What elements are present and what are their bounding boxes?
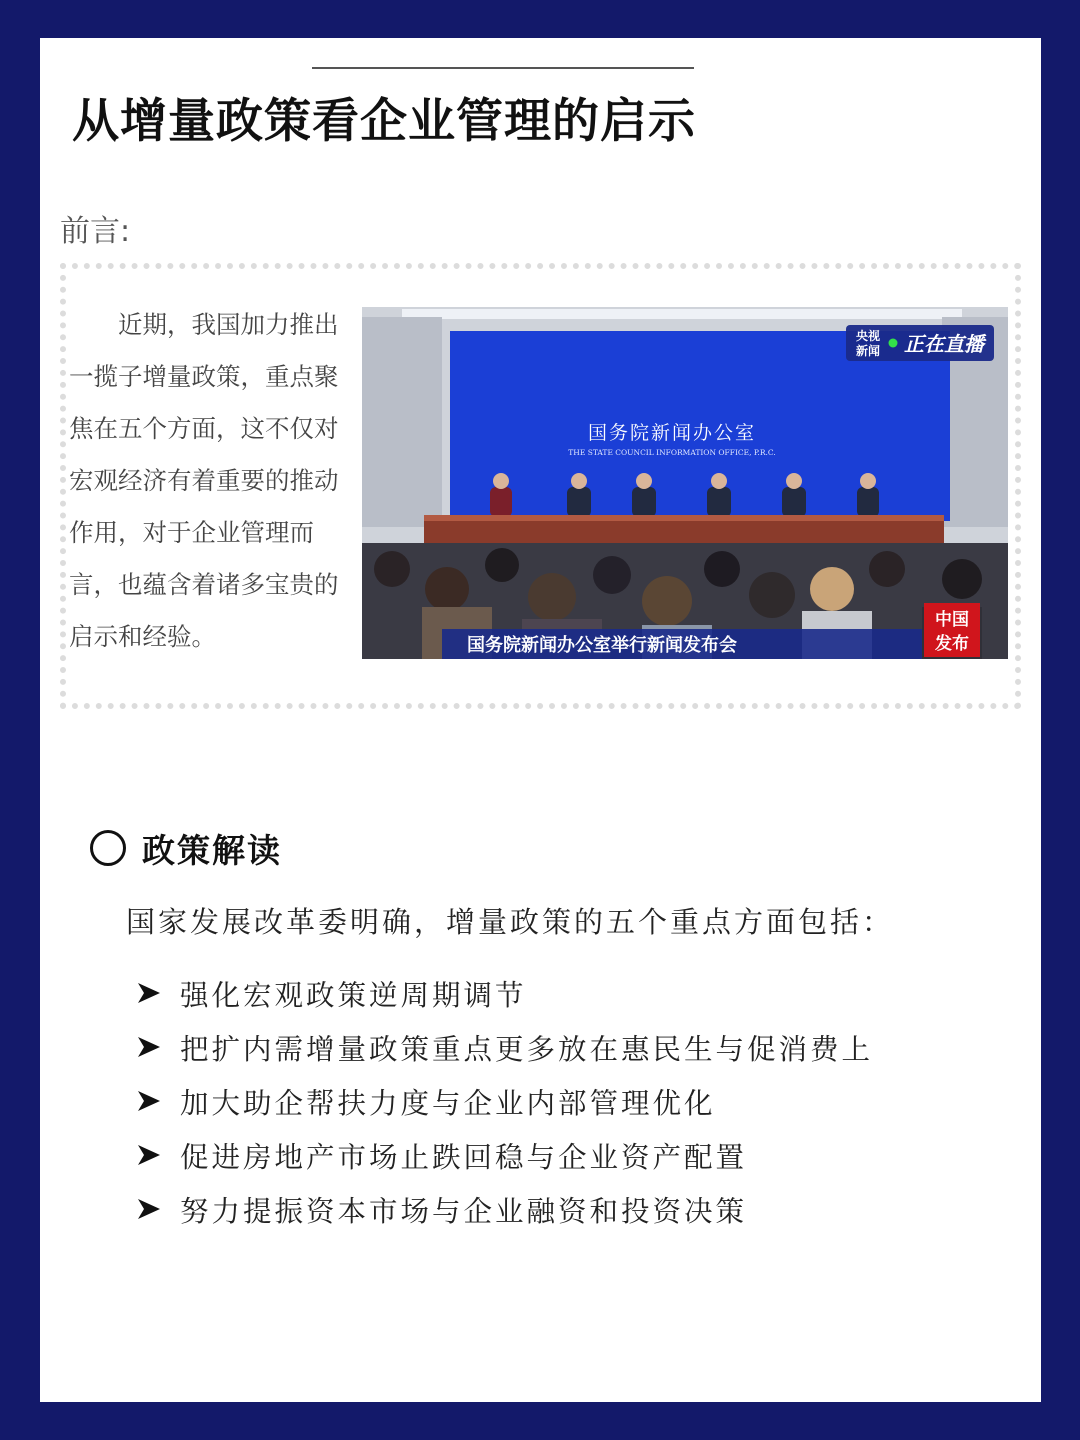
- backdrop-title-en: THE STATE COUNCIL INFORMATION OFFICE, P.R.C.: [568, 448, 776, 457]
- corner-logo: [924, 603, 980, 657]
- arrow-bullet-icon: [136, 982, 164, 1004]
- preface-box: [60, 263, 1021, 709]
- arrow-bullet-icon: [136, 1036, 164, 1058]
- list-item-text: 努力提振资本市场与企业融资和投资决策: [180, 1194, 748, 1228]
- arrow-bullet-icon: [136, 1090, 164, 1112]
- policy-section-header: [90, 826, 282, 870]
- arrow-bullet-icon: [136, 1144, 164, 1166]
- circle-icon: [90, 830, 126, 866]
- preface-label: 前言:: [60, 214, 131, 249]
- live-badge: [846, 325, 994, 361]
- live-badge-bottom: 新闻: [855, 344, 881, 358]
- table-top: [424, 515, 944, 521]
- content-card: [40, 38, 1041, 1402]
- arrow-bullet-icon: [136, 1198, 164, 1220]
- list-item: [136, 1074, 873, 1128]
- corner-logo-bottom: 发布: [935, 634, 969, 654]
- live-label: 正在直播: [904, 332, 984, 356]
- press-conference-photo: [362, 307, 1008, 659]
- caption-text: 国务院新闻办公室举行新闻发布会: [467, 635, 737, 656]
- left-wall: [362, 317, 442, 527]
- list-item-text: 强化宏观政策逆周期调节: [180, 978, 527, 1012]
- intro-paragraph: 近期，我国加力推出一揽子增量政策，重点聚焦在五个方面，这不仅对宏观经济有着重要的推动作用，对于企业管理而言，也蕴含着诸多宝贵的启示和经验。: [69, 310, 339, 651]
- corner-logo-top: 中国: [935, 610, 969, 630]
- live-dot-icon: [889, 339, 898, 348]
- section-title: 政策解读: [142, 830, 282, 870]
- list-item: [136, 966, 873, 1020]
- list-item-text: 加大助企帮扶力度与企业内部管理优化: [180, 1086, 716, 1120]
- list-item: [136, 1182, 873, 1236]
- list-item: [136, 1020, 873, 1074]
- live-badge-top: 央视: [855, 329, 881, 343]
- list-item-text: 促进房地产市场止跌回稳与企业资产配置: [180, 1140, 748, 1174]
- top-divider: [312, 67, 694, 69]
- list-item: [136, 1128, 873, 1182]
- hall-lights: [402, 309, 962, 319]
- backdrop-title-cn: 国务院新闻办公室: [587, 422, 757, 444]
- policy-list: [136, 966, 873, 1236]
- policy-intro: 国家发展改革委明确，增量政策的五个重点方面包括：: [126, 905, 895, 939]
- list-item-text: 把扩内需增量政策重点更多放在惠民生与促消费上: [180, 1032, 874, 1066]
- page-title: 从增量政策看企业管理的启示: [72, 94, 696, 149]
